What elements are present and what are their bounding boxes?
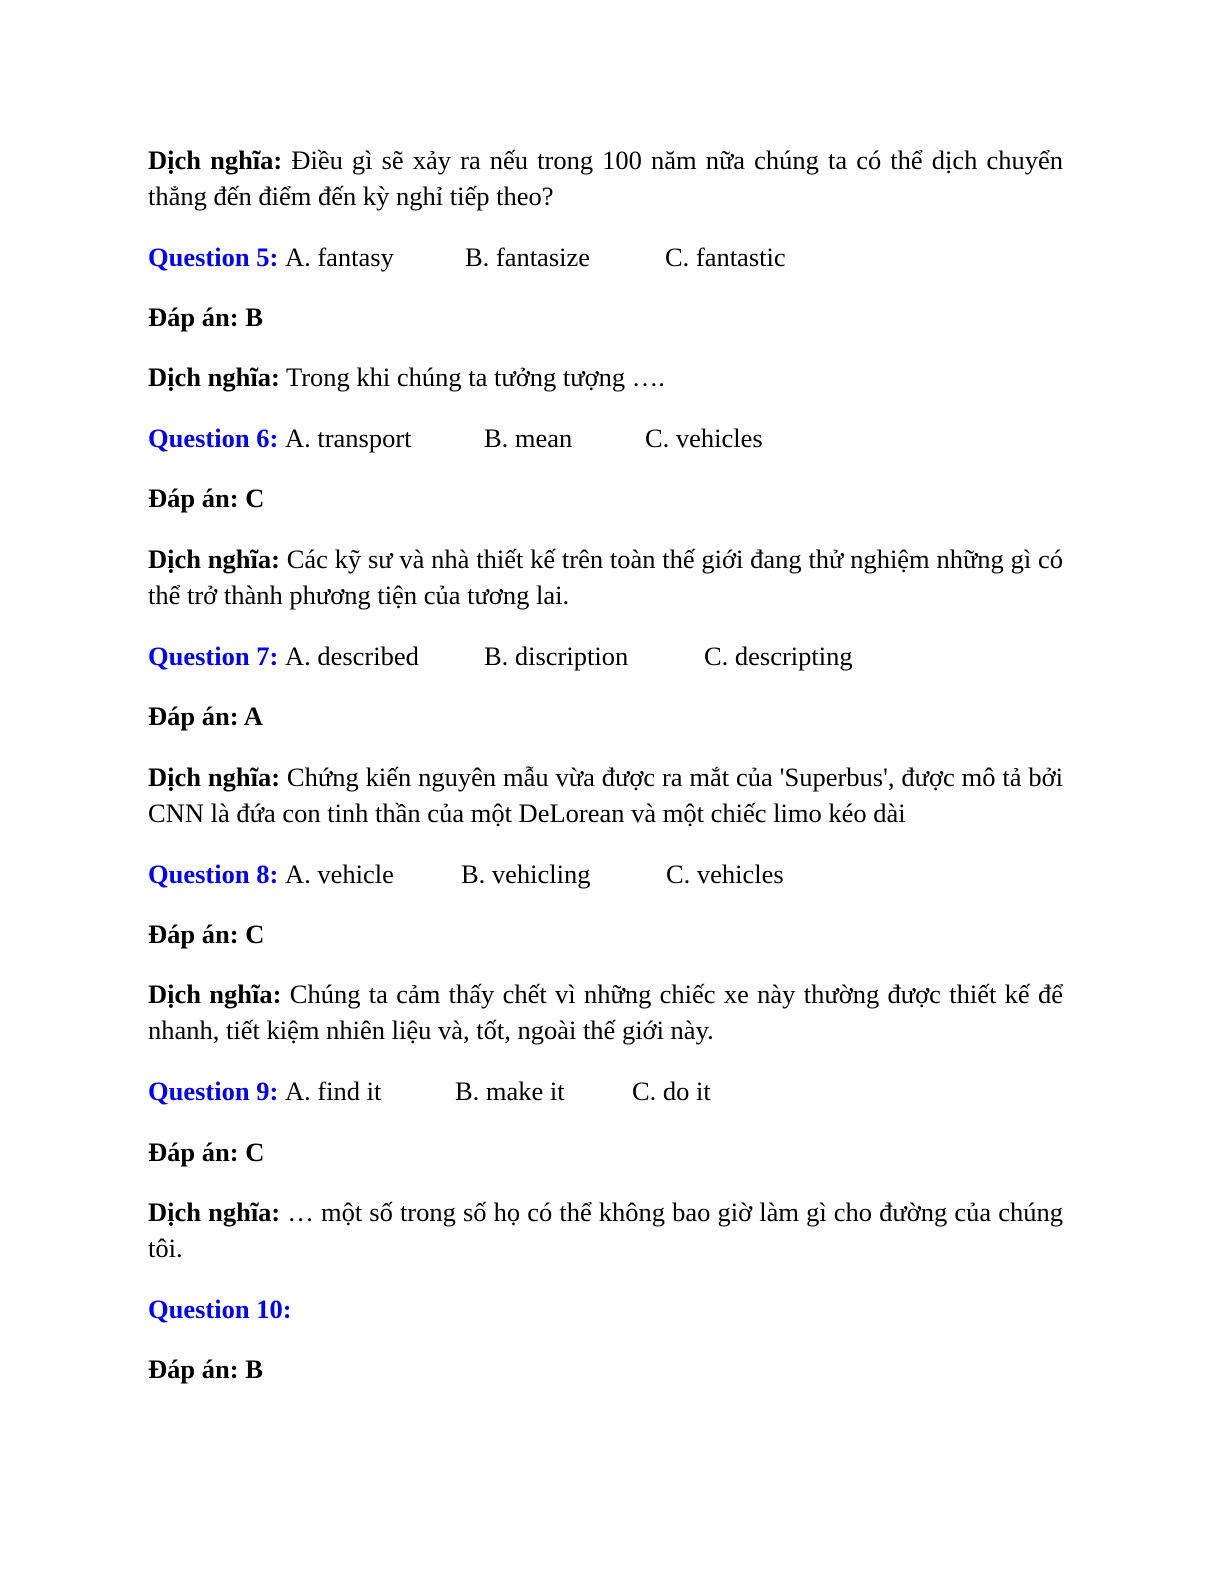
translation-text: Chứng kiến nguyên mẫu vừa được ra mắt của 'Superbus', được mô tả bởi CNN là đứa con tinh thần của một DeLorean và một chiếc limo kéo dài (148, 762, 1063, 828)
question-7 (148, 638, 853, 674)
translation-paragraph (148, 142, 1063, 214)
option-b: B. make it (454, 1076, 565, 1106)
question-label: Question 6: (148, 423, 279, 453)
question-6 (148, 420, 763, 456)
option-a: A. find it (284, 1076, 382, 1106)
option-b: B. mean (483, 423, 573, 453)
translation-paragraph (148, 541, 1063, 613)
translation-paragraph (148, 359, 1063, 395)
translation-label: Dịch nghĩa: (148, 1197, 281, 1227)
option-c: C. vehicles (665, 859, 784, 889)
option-c: C. vehicles (644, 423, 763, 453)
option-a: A. described (284, 641, 419, 671)
translation-text: Chúng ta cảm thấy chết vì những chiếc xe này thường được thiết kế để nhanh, tiết kiệm nhiên liệu và, tốt, ngoài thế giới này. (148, 979, 1063, 1045)
question-5 (148, 239, 786, 275)
option-c: C. do it (631, 1076, 711, 1106)
translation-text: … một số trong số họ có thể không bao giờ làm gì cho đường của chúng tôi. (148, 1197, 1063, 1263)
translation-label: Dịch nghĩa: (148, 979, 282, 1009)
translation-label: Dịch nghĩa: (148, 762, 281, 792)
translation-label: Dịch nghĩa: (148, 362, 280, 392)
answer-7: Đáp án: A (148, 701, 263, 731)
answer-5: Đáp án: B (148, 302, 263, 332)
answer-9: Đáp án: C (148, 1137, 265, 1167)
translation-text: Điều gì sẽ xảy ra nếu trong 100 năm nữa chúng ta có thể dịch chuyển thẳng đến điểm đến kỳ nghỉ tiếp theo? (148, 145, 1063, 211)
option-a: A. fantasy (284, 242, 394, 272)
question-label: Question 10: (148, 1294, 292, 1324)
translation-label: Dịch nghĩa: (148, 145, 283, 175)
question-label: Question 8: (148, 859, 279, 889)
option-a: A. vehicle (284, 859, 394, 889)
option-c: C. fantastic (664, 242, 786, 272)
option-a: A. transport (284, 423, 412, 453)
translation-paragraph (148, 976, 1063, 1048)
question-8 (148, 856, 784, 892)
translation-text: Các kỹ sư và nhà thiết kế trên toàn thế giới đang thử nghiệm những gì có thể trở thành phương tiện của tương lai. (148, 544, 1063, 610)
option-b: B. discription (483, 641, 629, 671)
translation-paragraph (148, 1194, 1063, 1266)
question-9 (148, 1073, 711, 1109)
translation-paragraph (148, 759, 1063, 831)
option-b: B. fantasize (464, 242, 591, 272)
translation-label: Dịch nghĩa: (148, 544, 280, 574)
translation-text: Trong khi chúng ta tưởng tượng …. (279, 362, 665, 392)
option-c: C. descripting (703, 641, 853, 671)
question-10 (148, 1291, 292, 1327)
answer-10: Đáp án: B (148, 1354, 263, 1384)
question-label: Question 5: (148, 242, 279, 272)
answer-6: Đáp án: C (148, 483, 265, 513)
option-b: B. vehicling (460, 859, 591, 889)
question-label: Question 9: (148, 1076, 279, 1106)
question-label: Question 7: (148, 641, 279, 671)
answer-8: Đáp án: C (148, 919, 265, 949)
